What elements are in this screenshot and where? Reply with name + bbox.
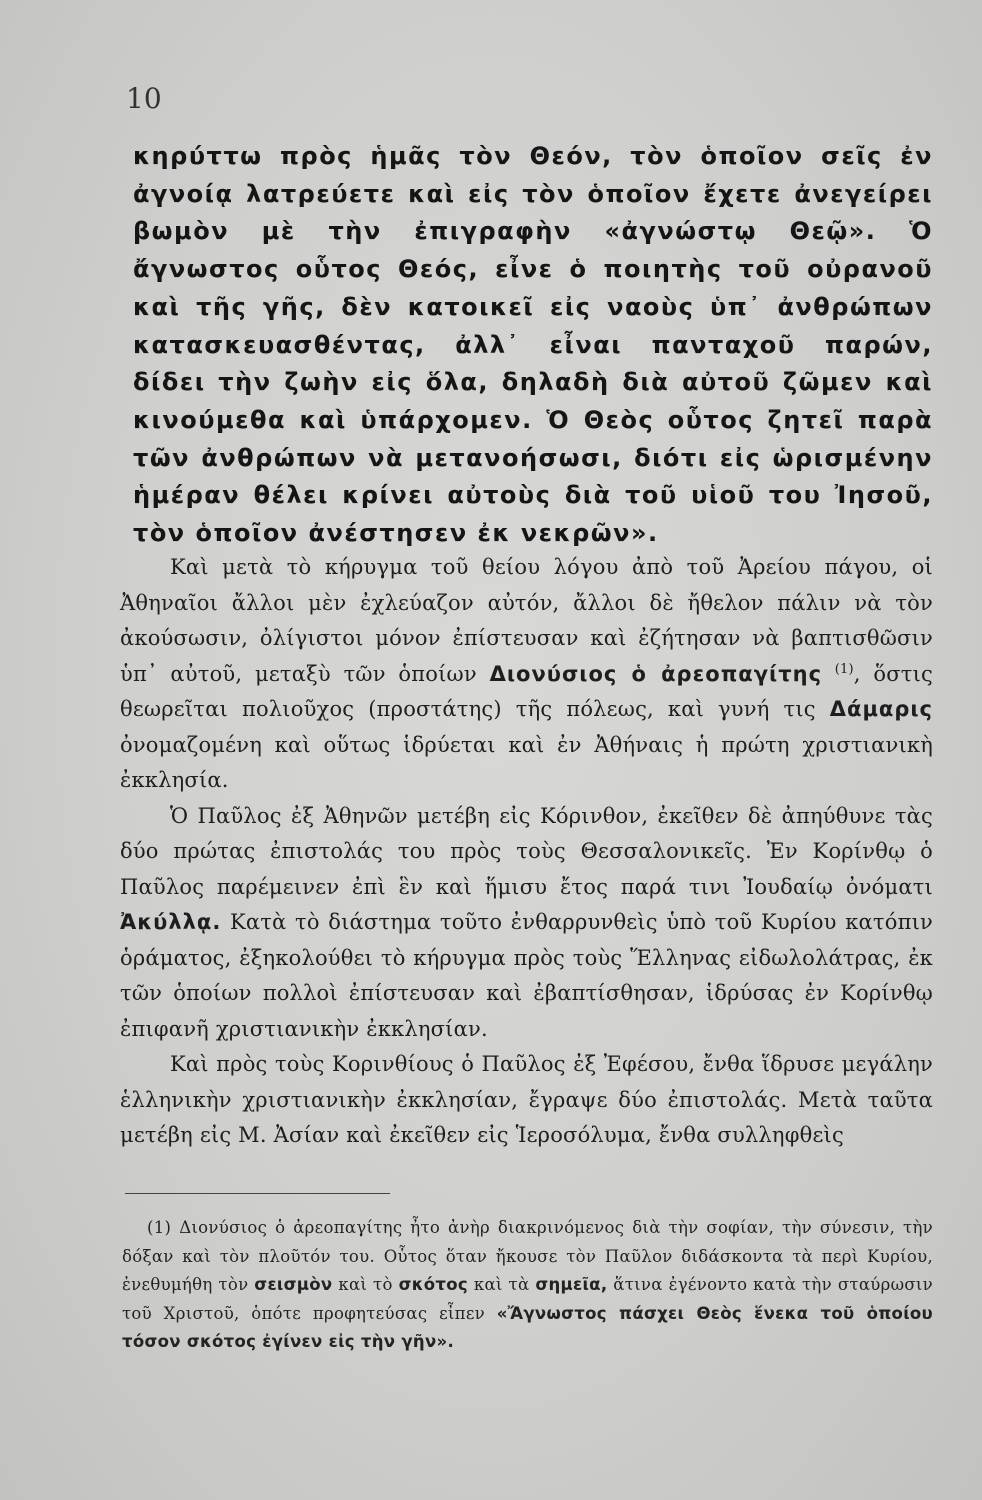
footnote-marker: (1) xyxy=(147,1218,172,1237)
name-akylas: Ἀκύλλᾳ. xyxy=(120,910,222,934)
paragraph-ephesus: Καὶ πρὸς τοὺς Κορινθίους ὁ Παῦλος ἐξ Ἐφέσου, ἔνθα ἵδρυσε μεγάλην ἑλληνικὴν χριστιανικὴν ἐκκλησίαν, ἔγραψε δύο ἐπιστολάς. Μετὰ ταῦτα μετέβη εἰς Μ. Ἀσίαν καὶ ἐκεῖθεν εἰς Ἱεροσόλυμα, ἔνθα συλληφθεὶς xyxy=(120,1052,933,1147)
footnote-reference[interactable]: (1) xyxy=(834,661,854,677)
body-text xyxy=(120,550,933,1154)
footnote-text-c: καὶ τὰ xyxy=(473,1275,530,1294)
page-number: 10 xyxy=(126,82,162,115)
bold-speech-paragraph: κηρύττω πρὸς ἡμᾶς τὸν Θεόν, τὸν ὁποῖον σεῖς ἐν ἀγνοίᾳ λατρεύετε καὶ εἰς τὸν ὁποῖον ἔχετε ἀνεγείρει βωμὸν μὲ τὴν ἐπιγραφὴν «ἀγνώστῳ Θεῷ». Ὁ ἄγνωστος οὗτος Θεός, εἶνε ὁ ποιητὴς τοῦ οὐρανοῦ καὶ τῆς γῆς, δὲν κατοικεῖ εἰς ναοὺς ὑπ᾽ ἀνθρώπων κατασκευασθέντας, ἀλλ᾽ εἶναι πανταχοῦ παρών, δίδει τὴν ζωὴν εἰς ὅλα, δηλαδὴ διὰ αὐτοῦ ζῶμεν καὶ κινούμεθα καὶ ὑπάρχομεν. Ὁ Θεὸς οὗτος ζητεῖ παρὰ τῶν ἀνθρώπων νὰ μετανοήσωσι, διότι εἰς ὡρισμένην ἡμέραν θέλει κρίνει αὐτοὺς διὰ τοῦ υἱοῦ του Ἰησοῦ, τὸν ὁποῖον ἀνέστησεν ἐκ νεκρῶν». xyxy=(133,142,933,548)
paragraph-1-text-c: ὀνομαζομένη καὶ οὕτως ἱδρύεται καὶ ἐν Ἀθήναις ἡ πρώτη χριστιανικὴ ἐκκλησία. xyxy=(120,732,933,792)
footnote-term-darkness: σκότος xyxy=(398,1275,468,1294)
name-damaris: Δάμαρις xyxy=(829,697,933,721)
paragraph-dionysius xyxy=(120,550,933,799)
footnote-text-d: ἅτινα ἐγένοντο κατὰ τὴν σταύρωσιν τοῦ Χριστοῦ, ὁπότε προφητεύσας εἶπεν xyxy=(122,1275,934,1323)
paragraph-corinth xyxy=(120,799,933,1048)
footnote-divider xyxy=(125,1193,390,1194)
paragraph-1-text-a: Καὶ μετὰ τὸ κήρυγμα τοῦ θείου λόγου ἀπὸ τοῦ Ἀρείου πάγου, οἱ Ἀθηναῖοι ἄλλοι μὲν ἐχλεύαζον αὐτόν, ἄλλοι δὲ ἤθελον πάλιν νὰ τὸν ἀκούσωσιν, ὀλίγιστοι μόνον ἐπίστευσαν καὶ ἐζήτησαν νὰ βαπτισθῶσιν ὑπ᾽ αὐτοῦ, μεταξὺ τῶν ὁποίων xyxy=(120,555,933,686)
footnote-quote: «Ἄγνωστος πάσχει Θεὸς ἕνεκα τοῦ ὁποίου τόσον σκότος ἐγίνεν εἰς τὴν γῆν». xyxy=(122,1303,934,1351)
footnote-term-earthquake: σεισμὸν xyxy=(254,1275,333,1294)
paragraph-2-text-a: Ὁ Παῦλος ἐξ Ἀθηνῶν μετέβη εἰς Κόρινθον, ἐκεῖθεν δὲ ἀπηύθυνε τὰς δύο πρώτας ἐπιστολάς του πρὸς τοὺς Θεσσαλονικεῖς. Ἐν Κορίνθῳ ὁ Παῦλος παρέμεινεν ἐπὶ ἓν καὶ ἥμισυ ἔτος παρά τινι Ἰουδαίῳ ὀνόματι xyxy=(120,803,933,899)
name-dionysius: Διονύσιος ὁ ἀρεοπαγίτης xyxy=(489,661,823,686)
footnote-text-a: Διονύσιος ὁ ἀρεοπαγίτης ἦτο ἀνὴρ διακρινόμενος διὰ τὴν σοφίαν, τὴν σύνεσιν, τὴν δόξαν καὶ τὸν πλοῦτόν του. Οὗτος ὅταν ἤκουσε τὸν Παῦλον διδάσκοντα τὰ περὶ Κυρίου, ἐνεθυμήθη τὸν xyxy=(122,1218,933,1294)
paragraph-1-text-b: , ὅστις θεωρεῖται πολιοῦχος (προστάτης) τῆς πόλεως, καὶ γυνή τις xyxy=(120,661,933,721)
paragraph-2-text-b: Κατὰ τὸ διάστημα τοῦτο ἐνθαρρυνθεὶς ὑπὸ τοῦ Κυρίου κατόπιν ὁράματος, ἐξηκολούθει τὸ κήρυγμα πρὸς τοὺς Ἕλληνας εἰδωλολάτρας, ἐκ τῶν ὁποίων πολλοὶ ἐπίστευσαν καὶ ἐβαπτίσθησαν, ἱδρύσας ἐν Κορίνθῳ ἐπιφανῆ χριστιανικὴν ἐκκλησίαν. xyxy=(120,910,933,1041)
footnote-term-signs: σημεῖα, xyxy=(535,1275,608,1294)
footnote xyxy=(122,1214,933,1357)
footnote-text-b: καὶ τὸ xyxy=(338,1275,393,1294)
